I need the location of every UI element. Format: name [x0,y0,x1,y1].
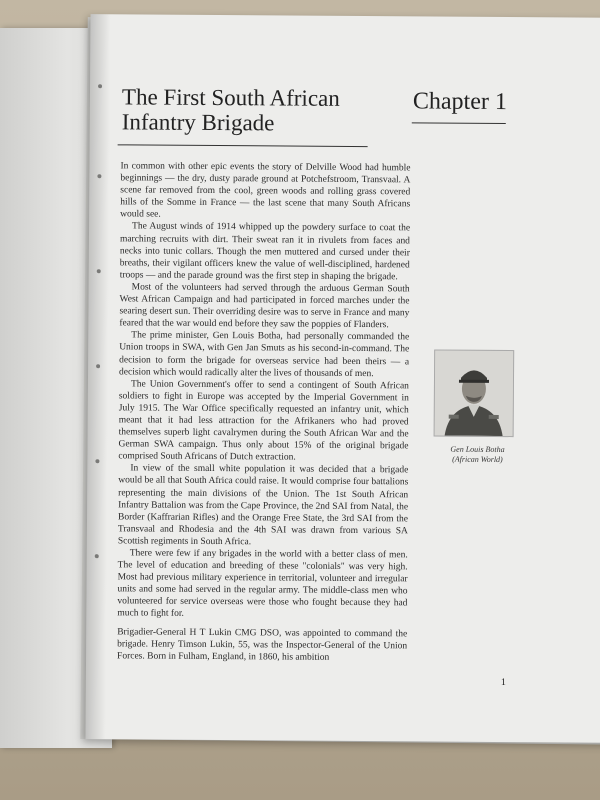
paragraph: The August winds of 1914 whipped up the powdery surface to coat the marching recruits with dirt. Their sweat ran it in rivulets from faces and necks into tunic collars. Though the men muttered and cursed under their breaths, their vigilant officers knew the value of well-disciplined, hardened troops — and the parade ground was the first step in shaping the brigade. [119,221,411,283]
paragraph: In view of the small white population it was decided that a brigade would be all that South Africa could raise. It would comprise four battalions representing the main divisions of the Union. The 1st South African Infantry Battalion was from the Cape Province, the 2nd SAI from Natal, the Border (Kaffrarian Rifles) and the Orange Free State, the 3rd SAI from the Transvaal and Rhodesia and the 4th SAI was drawn from various SA Scottish regiments in South Africa. [117,463,409,548]
paragraph: Brigadier-General H T Lukin CMG DSO, was appointed to command the brigade. Henry Timson Lukin, 55, was the Inspector-General of the Union Forces. Born in Fulham, England, in 1860, his ambition [117,626,408,663]
paragraph: The Union Government's offer to send a contingent of South African soldiers to fight in Europe was accepted by the Imperial Government in July 1915. The War Office specifically requested an infantry unit, which meant that it had less attraction for the Afrikaners who had proved themselves superb light cavalrymen during the South African War and the German SWA campaign. Thus only about 15% of the original brigade comprised South Africans of Dutch extraction. [118,379,409,463]
page-gutter-shadow [85,14,110,739]
portrait-photo [434,350,515,438]
body-text [117,160,410,664]
chapter-number: Chapter 1 [412,88,508,116]
chapter-title [122,84,392,136]
binding-hole [96,364,100,368]
paragraph: The prime minister, Gen Louis Botha, had personally commanded the Union troops in SWA, with Gen Jan Smuts as his second-in-command. The decision to form the brigade for overseas service had been theirs — a decision which would radically alter the lives of thousands of men. [119,330,410,379]
chapter-title-line: The First South African [121,84,340,111]
paragraph: There were few if any brigades in the world with a better class of men. The level of education and breeding of these "colonials" was very high. Most had previous military experience in territorial, volunteer and irregular units and some had served in the regular army. The middle-class men who volunteered for service overseas were those who fought because they had much to fight for. [117,548,408,620]
book-page [85,14,600,743]
photo-caption [437,445,517,465]
paragraph: Most of the volunteers had served through the arduous German South West African Campaign and had participated in forced marches under the searing desert sun. Their overriding desire was to serve in France and many feared that the war would end before they saw the poppies of Flanders. [119,282,410,331]
binding-hole [95,459,99,463]
title-underline [118,144,368,147]
chapter-underline [412,122,506,124]
binding-hole [95,554,99,558]
paragraph: In common with other epic events the story of Delville Wood had humble beginnings — the dry, dusty parade ground at Potchefstroom, Transvaal. A scene far removed from the cool, green woods and rolling grass covered hills of the Somme in France — the last scene that many South Africans would see. [120,161,411,221]
binding-hole [98,84,102,88]
binding-hole [97,269,101,273]
portrait-figure-icon [435,351,514,437]
page-number: 1 [500,677,506,689]
chapter-title-line: Infantry Brigade [121,109,275,136]
caption-line: (African World) [452,454,503,464]
binding-hole [97,174,101,178]
caption-line: Gen Louis Botha [450,444,505,455]
